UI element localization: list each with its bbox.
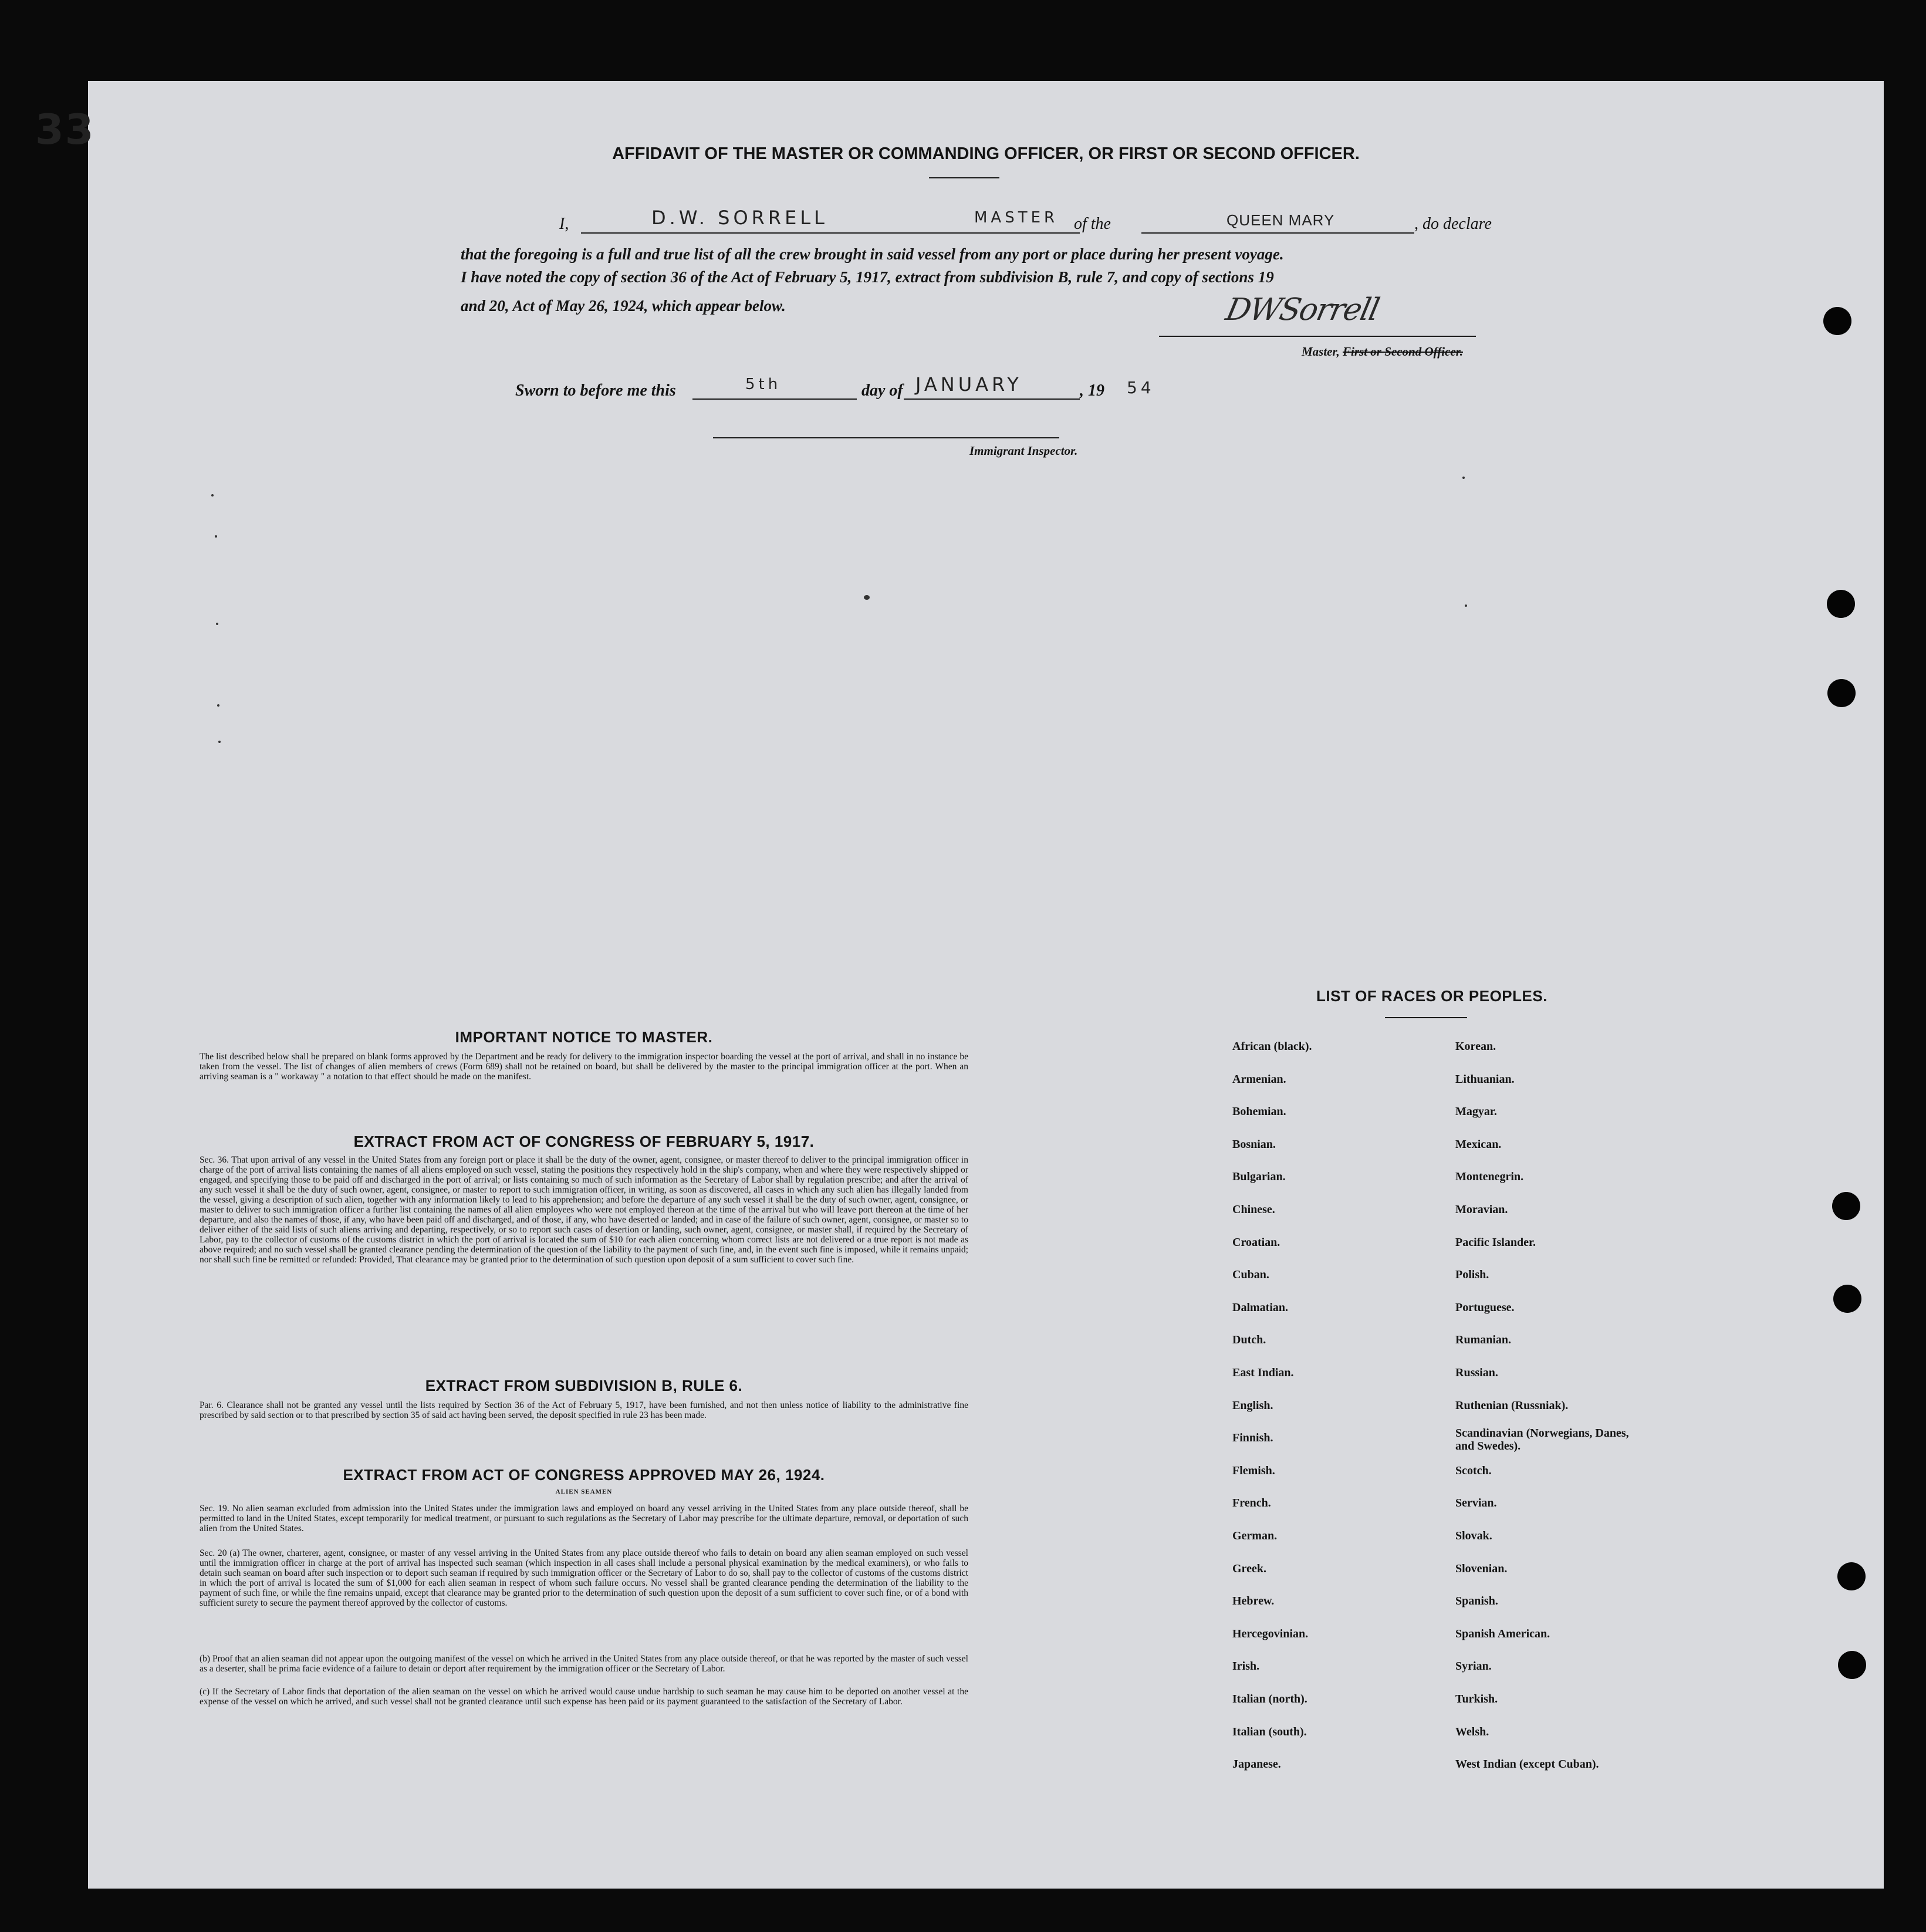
- race-left-item: East Indian.: [1232, 1366, 1294, 1379]
- race-left-item: Japanese.: [1232, 1758, 1281, 1771]
- alien-seamen-subtitle: ALIEN SEAMEN: [555, 1488, 613, 1495]
- race-left-item: Flemish.: [1232, 1464, 1275, 1477]
- race-left-item: Hebrew.: [1232, 1595, 1275, 1607]
- signature-rule: [1159, 336, 1476, 337]
- speck: [864, 595, 870, 600]
- punch-hole: [1837, 1562, 1866, 1590]
- signer-caption: Master, First or Second Officer.: [1302, 344, 1463, 359]
- race-right-item: Portuguese.: [1455, 1301, 1515, 1314]
- race-right-item: Ruthenian (Russniak).: [1455, 1399, 1569, 1412]
- race-left-item: Cuban.: [1232, 1268, 1269, 1281]
- day-of-label: day of: [861, 381, 903, 400]
- sworn-month-handwritten: JANUARY: [915, 373, 1022, 396]
- extract-1924-title: EXTRACT FROM ACT OF CONGRESS APPROVED MAY 26, 1924.: [343, 1466, 825, 1484]
- race-left-item: Bosnian.: [1232, 1138, 1276, 1151]
- punch-hole: [1827, 590, 1855, 618]
- race-right-item: Spanish American.: [1455, 1627, 1550, 1640]
- sworn-prefix: Sworn to before me this: [515, 381, 676, 400]
- race-right-item: Spanish.: [1455, 1595, 1498, 1607]
- race-right-item: Servian.: [1455, 1497, 1497, 1509]
- year-handwritten: 54: [1127, 378, 1155, 397]
- extract-1917-text: Sec. 36. That upon arrival of any vessel in the United States from any foreign port or place it shall be the duty of the owner, agent, consignee, or master thereof to deliver to the principal immigration officer in charge of the port of arrival lists containing the names of all aliens employed on such vessel, stating the positions they respectively hold in the ship's company, when and where they were respectively shipped or engaged, and specifying those to be paid off and discharged in the port of arrival; or lists containing so much of such information as the Secretary of Labor shall by regulation prescribe; and after the arrival of any such vessel it shall be the duty of such owner, agent, consignee, or master to report to such immigration officer, in writing, as soon as discovered, all cases in which any such alien has illegally landed from the vessel, giving a description of such alien, together with any information likely to lead to his apprehension; and before the departure of any such vessel it shall be the duty of such owner, agent, consignee, or master to deliver to such immigration officer a further list containing the names of all alien employees who were not employed thereon at the time of the arrival but who will leave port thereon at the time of her departure, and also the names of those, if any, who have been paid off and discharged, and of those, if any, who have deserted or landed; and in case of the failure of such owner, agent, consignee, or master so to deliver either of the said lists of such aliens arriving and departing, respectively, or so to report such cases of desertion or landing, such owner, agent, consignee, or master shall, if required by the Secretary of Labor, pay to the collector of customs of the customs district in which the port of arrival is located the sum of $10 for each alien concerning whom correct lists are not delivered or a true report is not made as above required; and no such vessel shall be granted clearance pending the determination of the question of the liability to the payment of such fine, and, in the event such fine is imposed, while it remains unpaid; nor shall such fine be remitted or refunded: Provided, That clearance may be granted prior to the determination of such question upon deposit of a sum sufficient to cover such fine.: [200, 1155, 968, 1265]
- race-right-item: Welsh.: [1455, 1725, 1489, 1738]
- year-prefix: , 19: [1080, 381, 1104, 400]
- race-left-item: Irish.: [1232, 1660, 1260, 1673]
- speck: [215, 535, 217, 538]
- punch-hole: [1832, 1192, 1860, 1220]
- rank-handwritten: MASTER: [974, 209, 1059, 227]
- races-underline: [1385, 1017, 1467, 1018]
- punch-hole: [1833, 1285, 1861, 1313]
- affidavit-line-4: and 20, Act of May 26, 1924, which appear below.: [461, 297, 786, 315]
- corner-page-number: 33: [35, 106, 95, 154]
- race-right-item: Pacific Islander.: [1455, 1236, 1536, 1249]
- race-left-item: Croatian.: [1232, 1236, 1280, 1249]
- affidavit-prefix: I,: [559, 215, 569, 233]
- race-left-item: Greek.: [1232, 1562, 1266, 1575]
- race-left-item: Italian (south).: [1232, 1725, 1307, 1738]
- race-right-item: Polish.: [1455, 1268, 1489, 1281]
- do-declare-label: , do declare: [1414, 215, 1492, 233]
- speck: [218, 741, 221, 743]
- race-left-item: Dutch.: [1232, 1333, 1266, 1346]
- race-right-item: Moravian.: [1455, 1203, 1508, 1216]
- document-page: [88, 81, 1884, 1889]
- speck: [217, 704, 219, 707]
- speck: [1462, 477, 1465, 479]
- affidavit-line-2: that the foregoing is a full and true list of all the crew brought in said vessel from any port or place during her present voyage.: [461, 245, 1284, 263]
- month-rule: [904, 398, 1080, 400]
- notice-text: The list described below shall be prepared on blank forms approved by the Department and be ready for delivery to the immigration inspector boarding the vessel at the port of arrival, and shall in no instance be taken from the vessel. The list of changes of alien members of crews (Form 689) shall not be retained on board, but shall be delivered by the master to the principal immigration officer at the port. When an arriving seaman is a " workaway " a notation to that effect should be made on the manifest.: [200, 1052, 968, 1082]
- vessel-rule: [1141, 232, 1414, 234]
- inspector-rule: [713, 437, 1059, 438]
- race-right-item: Montenegrin.: [1455, 1170, 1524, 1183]
- sec-20b-text: (b) Proof that an alien seaman did not appear upon the outgoing manifest of the vessel on which he arrived in the United States from any place outside thereof, or that he was reported by the master of such vessel as a deserter, shall be prima facie evidence of a failure to detain or deport after requirement by the immigration officer or the Secretary of Labor.: [200, 1654, 968, 1674]
- affidavit-title: AFFIDAVIT OF THE MASTER OR COMMANDING OFFICER, OR FIRST OR SECOND OFFICER.: [612, 144, 1360, 163]
- sec-20c-text: (c) If the Secretary of Labor finds that deportation of the alien seaman on the vessel on which he arrived would cause undue hardship to such seaman he may cause him to be deported on another vessel at the expense of the vessel on which he arrived, and such vessel shall not be granted clearance until such expense has been paid or its payment guaranteed to the satisfaction of the Secretary of Labor.: [200, 1687, 968, 1707]
- race-right-item: Syrian.: [1455, 1660, 1492, 1673]
- race-right-item: Turkish.: [1455, 1693, 1498, 1705]
- race-left-item: Hercegovinian.: [1232, 1627, 1309, 1640]
- races-title: LIST OF RACES OR PEOPLES.: [1316, 987, 1547, 1005]
- sec-19-text: Sec. 19. No alien seaman excluded from admission into the United States under the immigration laws and employed on board any vessel arriving in the United States from any place outside thereof, shall be permitted to land in the United States, except temporarily for medical treatment, or pursuant to such regulations as the Secretary of Labor may prescribe for the ultimate departure, removal, or deportation of such alien from the United States.: [200, 1504, 968, 1534]
- vessel-name-handwritten: QUEEN MARY: [1226, 211, 1335, 229]
- race-right-item: Rumanian.: [1455, 1333, 1512, 1346]
- race-left-item: German.: [1232, 1529, 1278, 1542]
- race-left-item: Bulgarian.: [1232, 1170, 1286, 1183]
- extract-1917-title: EXTRACT FROM ACT OF CONGRESS OF FEBRUARY 5, 1917.: [353, 1133, 815, 1150]
- race-left-item: African (black).: [1232, 1040, 1312, 1053]
- race-right-item: Russian.: [1455, 1366, 1498, 1379]
- sec-20a-text: Sec. 20 (a) The owner, charterer, agent, consignee, or master of any vessel arriving in the United States from any place outside thereof who fails to detain on board any alien seaman employed on such vessel until the immigration officer in charge at the port of arrival has inspected such seaman (which inspection in all cases shall include a personal physical examination by the medical examiners), or who fails to detain such seaman on board after such inspection or to deport such seaman if required by such immigration officer or the Secretary of Labor to do so, shall pay to the collector of customs of the customs district in which the port of arrival is located the sum of $1,000 for each alien seaman in respect of whom such failure occurs. No vessel shall be granted clearance pending the determination of the liability to the payment of such fine, or while the fine remains unpaid, except that clearance may be granted prior to the determination of such question upon the deposit of a sum sufficient to cover such fine, or of a bond with sufficient surety to secure the payment thereof approved by the collector of customs.: [200, 1548, 968, 1608]
- day-rule: [692, 398, 857, 400]
- of-the-label: of the: [1074, 215, 1111, 233]
- punch-hole: [1838, 1651, 1866, 1679]
- speck: [211, 494, 214, 496]
- race-left-item: French.: [1232, 1497, 1271, 1509]
- title-underline: [929, 177, 999, 178]
- race-left-item: Armenian.: [1232, 1073, 1286, 1086]
- inspector-caption: Immigrant Inspector.: [969, 444, 1078, 458]
- race-left-item: Chinese.: [1232, 1203, 1275, 1216]
- race-right-item: Scotch.: [1455, 1464, 1492, 1477]
- race-left-item: Finnish.: [1232, 1431, 1273, 1444]
- race-left-item: English.: [1232, 1399, 1273, 1412]
- race-right-item: Korean.: [1455, 1040, 1496, 1053]
- master-name-handwritten: D.W. SORRELL: [651, 207, 828, 229]
- punch-hole: [1827, 679, 1856, 707]
- speck: [1465, 604, 1467, 607]
- name-rule: [581, 232, 1080, 234]
- race-right-item: West Indian (except Cuban).: [1455, 1758, 1599, 1771]
- sworn-day-handwritten: 5th: [745, 376, 782, 393]
- master-signature: DWSorrell: [1222, 292, 1382, 327]
- punch-hole: [1823, 307, 1851, 335]
- race-left-item: Bohemian.: [1232, 1105, 1286, 1118]
- rule-6-text: Par. 6. Clearance shall not be granted any vessel until the lists required by Section 36 of the Act of February 5, 1917, have been furnished, and not then unless notice of liability to the administrative fine prescribed by said section or to that prescribed by section 35 of said act having been served, the deposit specified in rule 23 has been made.: [200, 1400, 968, 1420]
- race-right-item: Magyar.: [1455, 1105, 1497, 1118]
- race-right-item: Lithuanian.: [1455, 1073, 1515, 1086]
- race-right-item: Mexican.: [1455, 1138, 1502, 1151]
- race-left-item: Italian (north).: [1232, 1693, 1307, 1705]
- race-right-item: Slovenian.: [1455, 1562, 1508, 1575]
- race-right-item: Scandinavian (Norwegians, Danes, and Swedes).: [1455, 1427, 1629, 1453]
- notice-title: IMPORTANT NOTICE TO MASTER.: [455, 1028, 713, 1046]
- rule-6-title: EXTRACT FROM SUBDIVISION B, RULE 6.: [425, 1377, 743, 1394]
- affidavit-line-3: I have noted the copy of section 36 of the Act of February 5, 1917, extract from subdivision B, rule 7, and copy of sections 19: [461, 268, 1274, 286]
- speck: [216, 623, 218, 625]
- race-left-item: Dalmatian.: [1232, 1301, 1288, 1314]
- race-right-item: Slovak.: [1455, 1529, 1492, 1542]
